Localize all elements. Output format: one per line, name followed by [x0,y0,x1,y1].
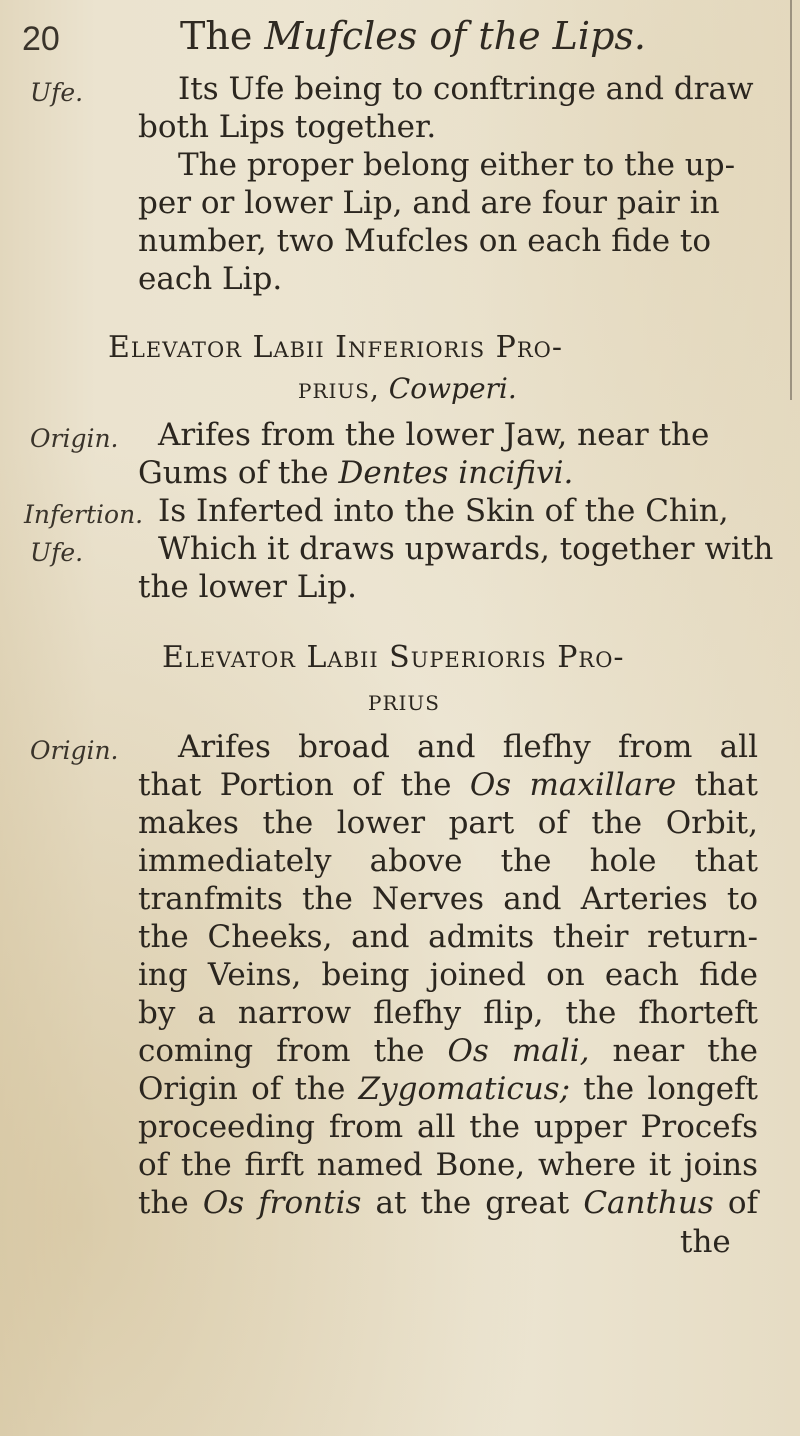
margin-note-use: Ufe. [30,78,84,107]
text-line: the lower Lip. [138,569,357,605]
text-run: coming from the [138,1033,448,1069]
section-subheading [368,684,440,717]
text-run-italic: Dentes incifivi. [338,455,574,491]
text-line: Arifes broad and flefhy from all [178,729,758,765]
running-title-rest: Mufcles of the Lips. [252,14,646,58]
text-run: of [713,1185,758,1221]
subheading-prius: prius [368,684,440,717]
text-line: Is Inferted into the Skin of the Chin, [158,493,729,529]
text-run-italic: Canthus [583,1185,714,1221]
text-run-italic: Os maxillare [469,767,677,803]
text-run-italic: Zygomaticus; [358,1071,571,1107]
margin-note-origin: Origin. [30,424,119,453]
text-line [138,1070,758,1108]
text-line: proceeding from all the upper Procefs [138,1109,758,1145]
text-line: The proper belong either to the up- [178,147,736,183]
text-line: the Cheeks, and admits their return- [138,919,758,955]
running-title-lead: The [180,14,253,58]
text-line: of the firft named Bone, where it joins [138,1147,758,1183]
page-header [0,14,800,64]
text-line: both Lips together. [138,109,437,145]
text-line [138,1184,758,1222]
text-run: Origin of the [138,1071,359,1107]
text-run: that [676,767,758,803]
text-run: Gums of the [138,455,339,491]
margin-note-use: Ufe. [30,538,84,567]
text-line: ing Veins, being joined on each fide [138,957,758,993]
text-line: Its Ufe being to conftringe and draw [178,71,754,107]
text-line: Arifes from the lower Jaw, near the [158,417,710,453]
text-line [138,1032,758,1070]
subheading-author: Cowperi. [388,372,517,405]
section-heading: Elevator Labii Inferioris Pro- [108,330,563,365]
text-run: that Portion of the [138,767,470,803]
text-line [138,454,573,492]
text-line [138,766,758,804]
margin-note-origin: Origin. [30,736,119,765]
subheading-prius: prius, [298,372,380,405]
page-number: 20 [22,20,60,58]
text-line: makes the lower part of the Orbit, [138,805,758,841]
text-run: the [138,1185,203,1221]
text-run-italic: Os frontis [202,1185,362,1221]
text-line: by a narrow flefhy flip, the fhorteft [138,995,758,1031]
text-run: at the great [361,1185,584,1221]
text-run: near the [589,1033,758,1069]
text-run: the longeft [570,1071,758,1107]
text-line: per or lower Lip, and are four pair in [138,185,720,221]
section-subheading [298,372,517,405]
running-title [180,14,646,58]
text-run-italic: Os mali, [447,1033,590,1069]
text-line: each Lip. [138,261,283,297]
text-line: number, two Mufcles on each fide to [138,223,712,259]
text-line: Which it draws upwards, together with [158,531,774,567]
margin-note-insertion: Infertion. [24,500,144,529]
text-line: immediately above the hole that [138,843,758,879]
text-line: tranfmits the Nerves and Arteries to [138,881,758,917]
catchword: the [680,1224,731,1260]
section-heading: Elevator Labii Superioris Pro- [162,640,625,675]
